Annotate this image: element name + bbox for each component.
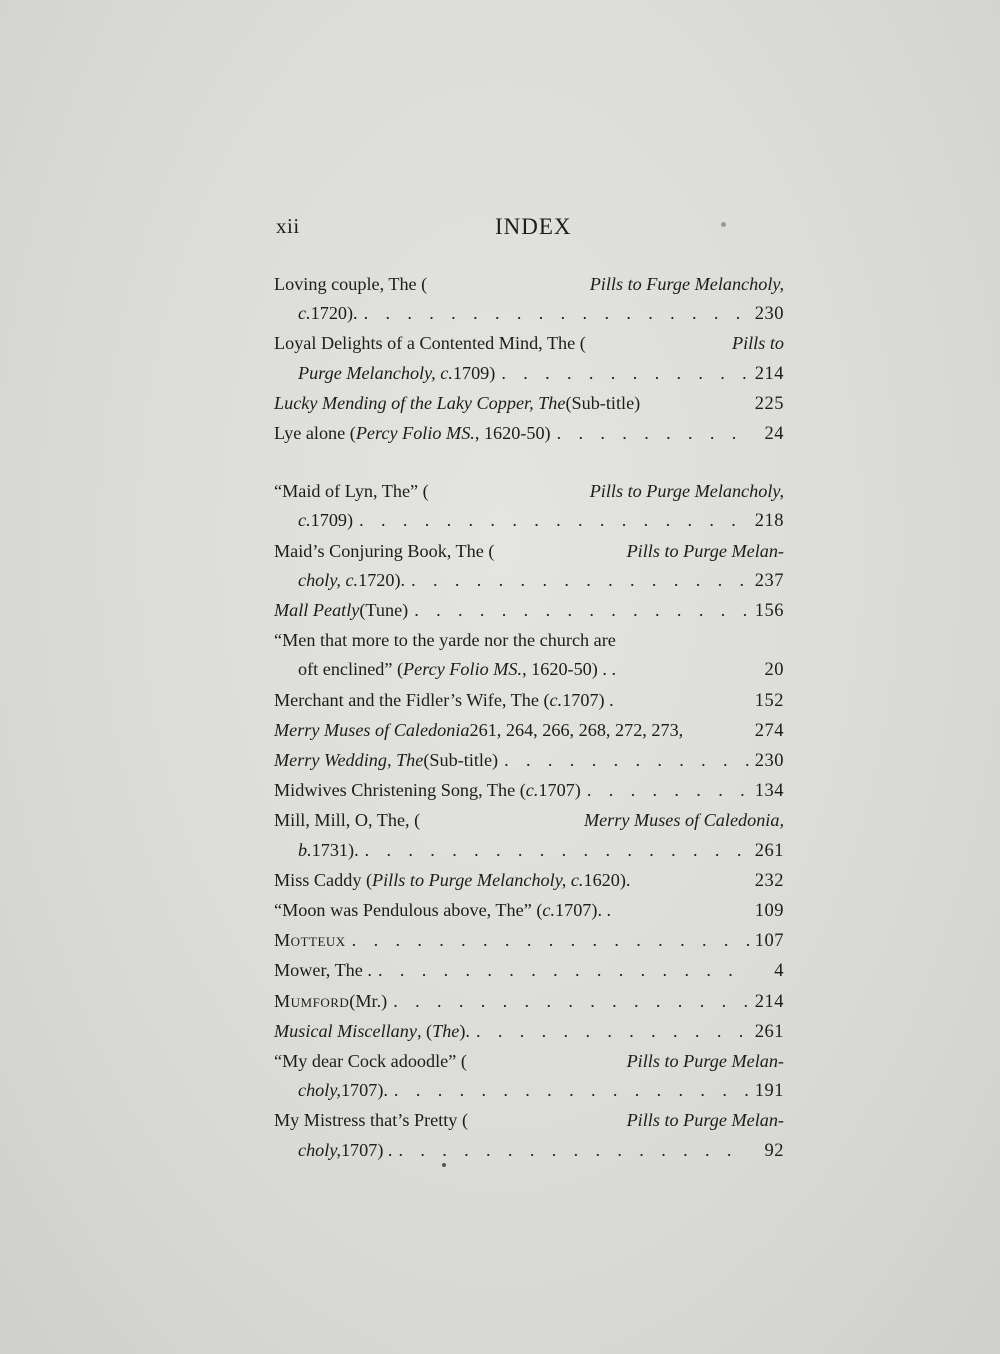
- entry-source: Merry Muses of Caledonia,: [583, 810, 784, 831]
- entry-text: 1707). .: [555, 900, 612, 921]
- index-entry: [274, 926, 784, 956]
- entry-text: (Tune): [359, 600, 409, 621]
- entry-text: 1720).: [358, 569, 406, 590]
- entry-text: Loyal Delights of a Contented Mind, The (: [274, 333, 586, 354]
- entry-text: My Mistress that’s Pretty (: [274, 1110, 468, 1131]
- entry-title: Mall Peatly: [274, 600, 360, 621]
- index-entry: [274, 987, 784, 1017]
- entry-source: Pills to Purge Melancholy, c.: [372, 869, 584, 890]
- entry-source: Purge Melancholy, c.: [298, 362, 453, 383]
- index-entry: [274, 1017, 784, 1047]
- entry-source: c.: [298, 303, 311, 324]
- entry-title: Merry Wedding, The: [274, 750, 424, 771]
- page-ref: 232: [754, 870, 784, 891]
- leader-dots: [495, 359, 750, 388]
- leader-dots: [551, 419, 750, 448]
- entry-line: [274, 1106, 784, 1135]
- entry-text: “Moon was Pendulous above, The” (: [274, 900, 543, 921]
- page-ref: 134: [754, 781, 784, 802]
- page-ref: 230: [754, 751, 784, 772]
- page-title: INDEX: [495, 214, 572, 239]
- paper-speck: [721, 222, 726, 227]
- page-ref: 214: [754, 363, 784, 384]
- leader-dots: [470, 1017, 750, 1046]
- entry-text: “Maid of Lyn, The” (: [274, 481, 429, 502]
- entry-text: , (: [416, 1020, 433, 1041]
- entry-line: [274, 896, 784, 926]
- entry-text: “My dear Cock adoodle” (: [274, 1051, 467, 1072]
- entry-source: choly,: [298, 1080, 341, 1101]
- leader-dots: [408, 596, 750, 625]
- entry-text: 1720).: [310, 303, 358, 324]
- entry-name: Mumford: [274, 990, 350, 1011]
- entry-line: [274, 477, 784, 506]
- entry-line: [274, 655, 784, 685]
- leader-dots: [387, 987, 750, 1016]
- entry-text: Lye alone (: [274, 423, 356, 444]
- entry-line: [274, 1136, 784, 1166]
- page-header: [276, 214, 786, 244]
- entry-line: [274, 836, 784, 866]
- entry-line: [274, 746, 784, 776]
- index-entry: [274, 389, 784, 419]
- entry-line: [274, 537, 784, 566]
- entry-text: , 1620-50): [474, 423, 551, 444]
- page-ref: 274: [754, 720, 784, 741]
- entry-line: [274, 1047, 784, 1076]
- leader-dots: [388, 1076, 750, 1105]
- entry-line: [274, 389, 784, 419]
- page-ref: 225: [754, 393, 784, 414]
- entry-text: oft enclined” (: [298, 659, 404, 680]
- entry-line: [274, 716, 784, 746]
- index-entry: [274, 1106, 784, 1165]
- entry-text: Mower, The .: [274, 960, 372, 981]
- entry-line: [274, 299, 784, 329]
- leader-dots: [392, 1136, 750, 1165]
- entry-title: Musical Miscellany: [274, 1020, 417, 1041]
- entry-line: [274, 329, 784, 358]
- entry-source: c.: [525, 780, 539, 801]
- entry-text: 1707) .: [340, 1139, 393, 1160]
- index-entry: [274, 419, 784, 449]
- entry-line: [274, 776, 784, 806]
- index-entry: [274, 596, 784, 626]
- index-entry: [274, 329, 784, 388]
- leader-dots: [581, 776, 750, 805]
- entry-line: [274, 926, 784, 956]
- index-entry: [274, 686, 784, 716]
- index-entry: [274, 626, 784, 685]
- entry-text: Loving couple, The (: [274, 274, 428, 294]
- entry-source: Percy Folio MS.: [403, 659, 523, 680]
- entry-text: ).: [459, 1020, 470, 1041]
- entry-text: 1620).: [583, 869, 631, 890]
- entry-text: Maid’s Conjuring Book, The (: [274, 540, 495, 561]
- page-number: xii: [276, 214, 300, 238]
- entry-source: choly,: [298, 1139, 341, 1160]
- leader-dots: [353, 506, 750, 535]
- section-gap: [274, 449, 784, 477]
- entry-source: Pills to Purge Melan-: [626, 1051, 784, 1072]
- page-ref: 237: [754, 570, 784, 591]
- entry-text: Midwives Christening Song, The (: [274, 780, 526, 801]
- entry-text: 1707).: [340, 1080, 388, 1101]
- entry-text: (Mr.): [349, 990, 388, 1011]
- page-ref: 20: [764, 660, 784, 681]
- entry-line: [274, 566, 784, 596]
- entry-line: [274, 686, 784, 716]
- entry-source: c.: [549, 689, 563, 710]
- entry-text: (Sub-title): [565, 392, 641, 413]
- entry-line: [274, 506, 784, 536]
- leader-dots: [372, 956, 750, 985]
- index-entry: [274, 1047, 784, 1106]
- entry-text: Merchant and the Fidler’s Wife, The (: [274, 689, 550, 710]
- entry-line: [274, 806, 784, 835]
- entry-text: (Sub-title): [423, 750, 499, 771]
- entry-source: c.: [298, 510, 311, 531]
- entry-line: [274, 596, 784, 626]
- index-entry: [274, 806, 784, 865]
- entry-source: Pills to Purge Melancholy,: [589, 481, 784, 502]
- entry-source: choly, c.: [298, 569, 359, 590]
- paper-speck: [442, 1163, 446, 1167]
- leader-dots: [498, 746, 750, 775]
- leader-dots: [358, 299, 750, 328]
- entry-text: “Men that more to the yarde nor the church are: [274, 630, 616, 651]
- index-entries: [274, 270, 784, 1166]
- entry-line: [274, 270, 784, 299]
- entry-source: Pills to: [731, 333, 784, 354]
- page-ref: 214: [754, 991, 784, 1012]
- entry-name: Motteux: [274, 930, 346, 951]
- page-ref: 230: [754, 304, 784, 325]
- entry-line: [274, 359, 784, 389]
- index-entry: [274, 866, 784, 896]
- page-ref: 218: [754, 511, 784, 532]
- entry-title: Merry Muses of Caledonia: [274, 719, 470, 740]
- index-entry: [274, 896, 784, 926]
- entry-source: Percy Folio MS.: [355, 423, 475, 444]
- page-ref: 152: [754, 690, 784, 711]
- entry-source: c.: [542, 900, 556, 921]
- entry-line: [274, 1017, 784, 1047]
- entry-text: , 1620-50) . .: [522, 659, 617, 680]
- entry-line: [274, 419, 784, 449]
- entry-text: 1707): [538, 780, 581, 801]
- leader-dots: [346, 926, 750, 955]
- index-entry: [274, 956, 784, 986]
- index-entry: [274, 776, 784, 806]
- entry-text: 1709): [310, 510, 354, 531]
- entry-text: 1707) .: [562, 689, 614, 710]
- entry-line: [274, 626, 784, 655]
- entry-source: b.: [298, 839, 312, 860]
- entry-source: Pills to Furge Melancholy,: [589, 274, 784, 294]
- page-ref: 156: [754, 601, 784, 622]
- entry-text: Mill, Mill, O, The, (: [274, 810, 421, 831]
- page-ref: 261: [754, 840, 784, 861]
- entry-title: The: [432, 1020, 460, 1041]
- page-ref: 107: [754, 931, 784, 952]
- entry-title: Lucky Mending of the Laky Copper, The: [274, 392, 566, 413]
- index-entry: [274, 537, 784, 596]
- leader-dots: [359, 836, 750, 865]
- page-ref: 24: [764, 424, 784, 445]
- page-ref: 109: [754, 901, 784, 922]
- entry-text: 1731).: [311, 839, 359, 860]
- entry-text: 261, 264, 266, 268, 272, 273,: [469, 719, 684, 740]
- index-entry: [274, 716, 784, 746]
- page-ref: 261: [754, 1021, 784, 1042]
- entry-line: [274, 866, 784, 896]
- entry-line: [274, 987, 784, 1017]
- entry-source: Pills to Purge Melan-: [626, 1110, 784, 1131]
- index-entry: [274, 746, 784, 776]
- entry-line: [274, 1076, 784, 1106]
- leader-dots: [405, 566, 750, 595]
- entry-line: [274, 956, 784, 986]
- index-entry: [274, 270, 784, 329]
- page-ref: 4: [774, 961, 784, 982]
- index-entry: [274, 477, 784, 536]
- page-ref: 191: [754, 1081, 784, 1102]
- entry-text: Miss Caddy (: [274, 869, 373, 890]
- entry-text: 1709): [452, 362, 496, 383]
- entry-source: Pills to Purge Melan-: [626, 540, 784, 561]
- page-ref: 92: [764, 1140, 784, 1161]
